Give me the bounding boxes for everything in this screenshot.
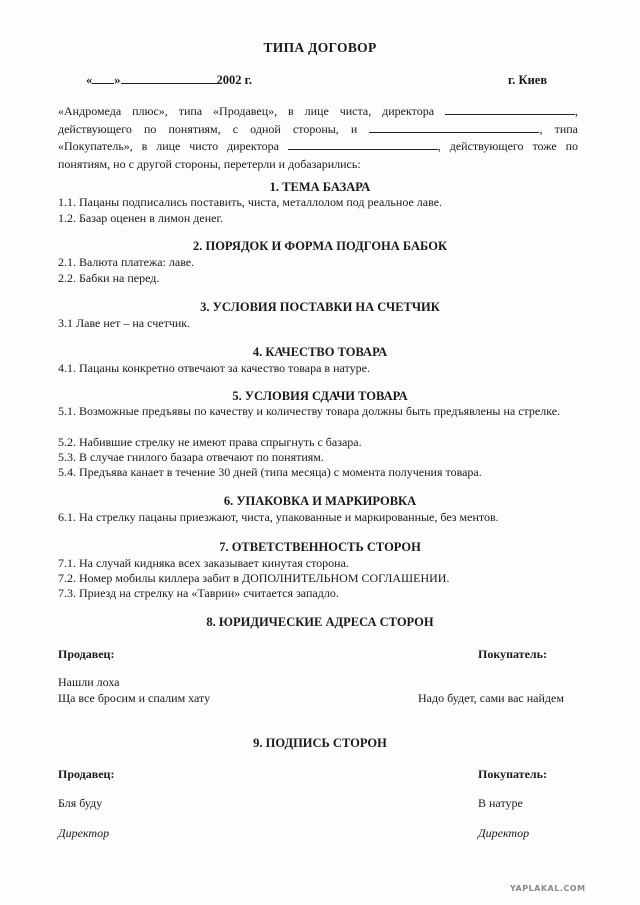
buyer-role: Директор bbox=[478, 826, 530, 840]
seller-address-label: Продавец: bbox=[58, 647, 115, 661]
buyer-name-blank bbox=[369, 122, 539, 133]
seller-signature-label: Продавец: bbox=[58, 767, 115, 781]
clause: 5.1. Возможные предъявы по качеству и количеству товара должны быть предъявлены на стрелке. bbox=[58, 404, 561, 418]
seller-address-line-2: Ща все бросим и спалим хату bbox=[58, 691, 211, 705]
intro-paragraph: «Андромеда плюс», типа «Продавец», в лице чиста, директора , действующего по понятиям, с одной стороны, и , типа «Покупатель», в лице чисто директора , действующего тоже по понятиям, но с другой стороны, перетерли и добазарились: bbox=[58, 104, 578, 171]
clause: 2.1. Валюта платежа: лаве. bbox=[58, 255, 195, 269]
clause: 7.3. Приезд на стрелку на «Таврии» считается западло. bbox=[58, 586, 339, 600]
clause: 7.1. На случай кидняка всех заказывает кинутая сторона. bbox=[58, 556, 349, 570]
intro-text-3: , типа bbox=[539, 121, 578, 136]
document-title: ТИПА ДОГОВОР bbox=[263, 40, 377, 55]
clause: 2.2. Бабки на перед. bbox=[58, 271, 160, 285]
date-close-quote: » bbox=[114, 73, 121, 87]
intro-text-2: действующего по понятиям, с одной стороны, и bbox=[58, 121, 358, 136]
section-heading: 9. ПОДПИСЬ СТОРОН bbox=[253, 736, 387, 750]
clause: 1.2. Базар оценен в лимон денег. bbox=[58, 211, 224, 225]
director-blank-1 bbox=[445, 104, 575, 115]
section-heading: 4. КАЧЕСТВО ТОВАРА bbox=[252, 345, 388, 359]
date-line bbox=[86, 73, 252, 88]
city: г. Киев bbox=[508, 73, 548, 87]
clause: 7.2. Номер мобилы киллера забит в ДОПОЛНИТЕЛЬНОМ СОГЛАШЕНИИ. bbox=[58, 571, 450, 585]
clause: 5.3. В случае гнилого базара отвечают по понятиям. bbox=[58, 450, 324, 464]
buyer-address-line: Надо будет, сами вас найдем bbox=[418, 691, 564, 705]
section-heading: 8. ЮРИДИЧЕСКИЕ АДРЕСА СТОРОН bbox=[206, 615, 434, 629]
seller-address-line-1: Нашли лоха bbox=[58, 675, 120, 689]
buyer-signature-label: Покупатель: bbox=[478, 767, 547, 781]
seller-signature-text: Бля буду bbox=[58, 796, 103, 810]
clause: 5.2. Набившие стрелку не имеют права спрыгнуть с базара. bbox=[58, 435, 362, 449]
clause: 4.1. Пацаны конкретно отвечают за качество товара в натуре. bbox=[58, 361, 370, 375]
director-blank-2 bbox=[288, 139, 438, 150]
section-heading: 1. ТЕМА БАЗАРА bbox=[269, 180, 371, 194]
section-heading: 3. УСЛОВИЯ ПОСТАВКИ НА СЧЕТЧИК bbox=[200, 300, 440, 314]
watermark: YAPLAKAL.COM bbox=[510, 884, 586, 893]
section-heading: 6. УПАКОВКА И МАРКИРОВКА bbox=[223, 494, 417, 508]
month-blank bbox=[121, 73, 217, 84]
intro-text-1: «Андромеда плюс», типа «Продавец», в лице чиста, директора bbox=[58, 104, 435, 118]
seller-role: Директор bbox=[58, 826, 110, 840]
clause: 3.1 Лаве нет – на счетчик. bbox=[58, 316, 191, 330]
date-year: 2002 г. bbox=[216, 73, 253, 87]
clause: 5.4. Предъява канает в течение 30 дней (типа месяца) с момента получения товара. bbox=[58, 465, 482, 479]
intro-text-4: «Покупатель», в лице чисто директора bbox=[58, 139, 279, 153]
clause: 6.1. На стрелку пацаны приезжают, чиста, упакованные и маркированные, без ментов. bbox=[58, 510, 499, 524]
intro-text-5: , действующего тоже по bbox=[437, 139, 578, 153]
date-open-quote: « bbox=[86, 73, 93, 87]
day-blank bbox=[92, 73, 114, 84]
intro-text-6: понятиям, но с другой стороны, перетерли и добазарились: bbox=[58, 156, 361, 171]
section-heading: 5. УСЛОВИЯ СДАЧИ ТОВАРА bbox=[232, 389, 408, 403]
section-heading: 2. ПОРЯДОК И ФОРМА ПОДГОНА БАБОК bbox=[192, 239, 448, 253]
clause: 1.1. Пацаны подписались поставить, чиста, металлолом под реальное лаве. bbox=[58, 195, 443, 209]
section-heading: 7. ОТВЕТСТВЕННОСТЬ СТОРОН bbox=[219, 540, 421, 554]
buyer-signature-text: В натуре bbox=[478, 796, 523, 810]
buyer-address-label: Покупатель: bbox=[478, 647, 547, 661]
